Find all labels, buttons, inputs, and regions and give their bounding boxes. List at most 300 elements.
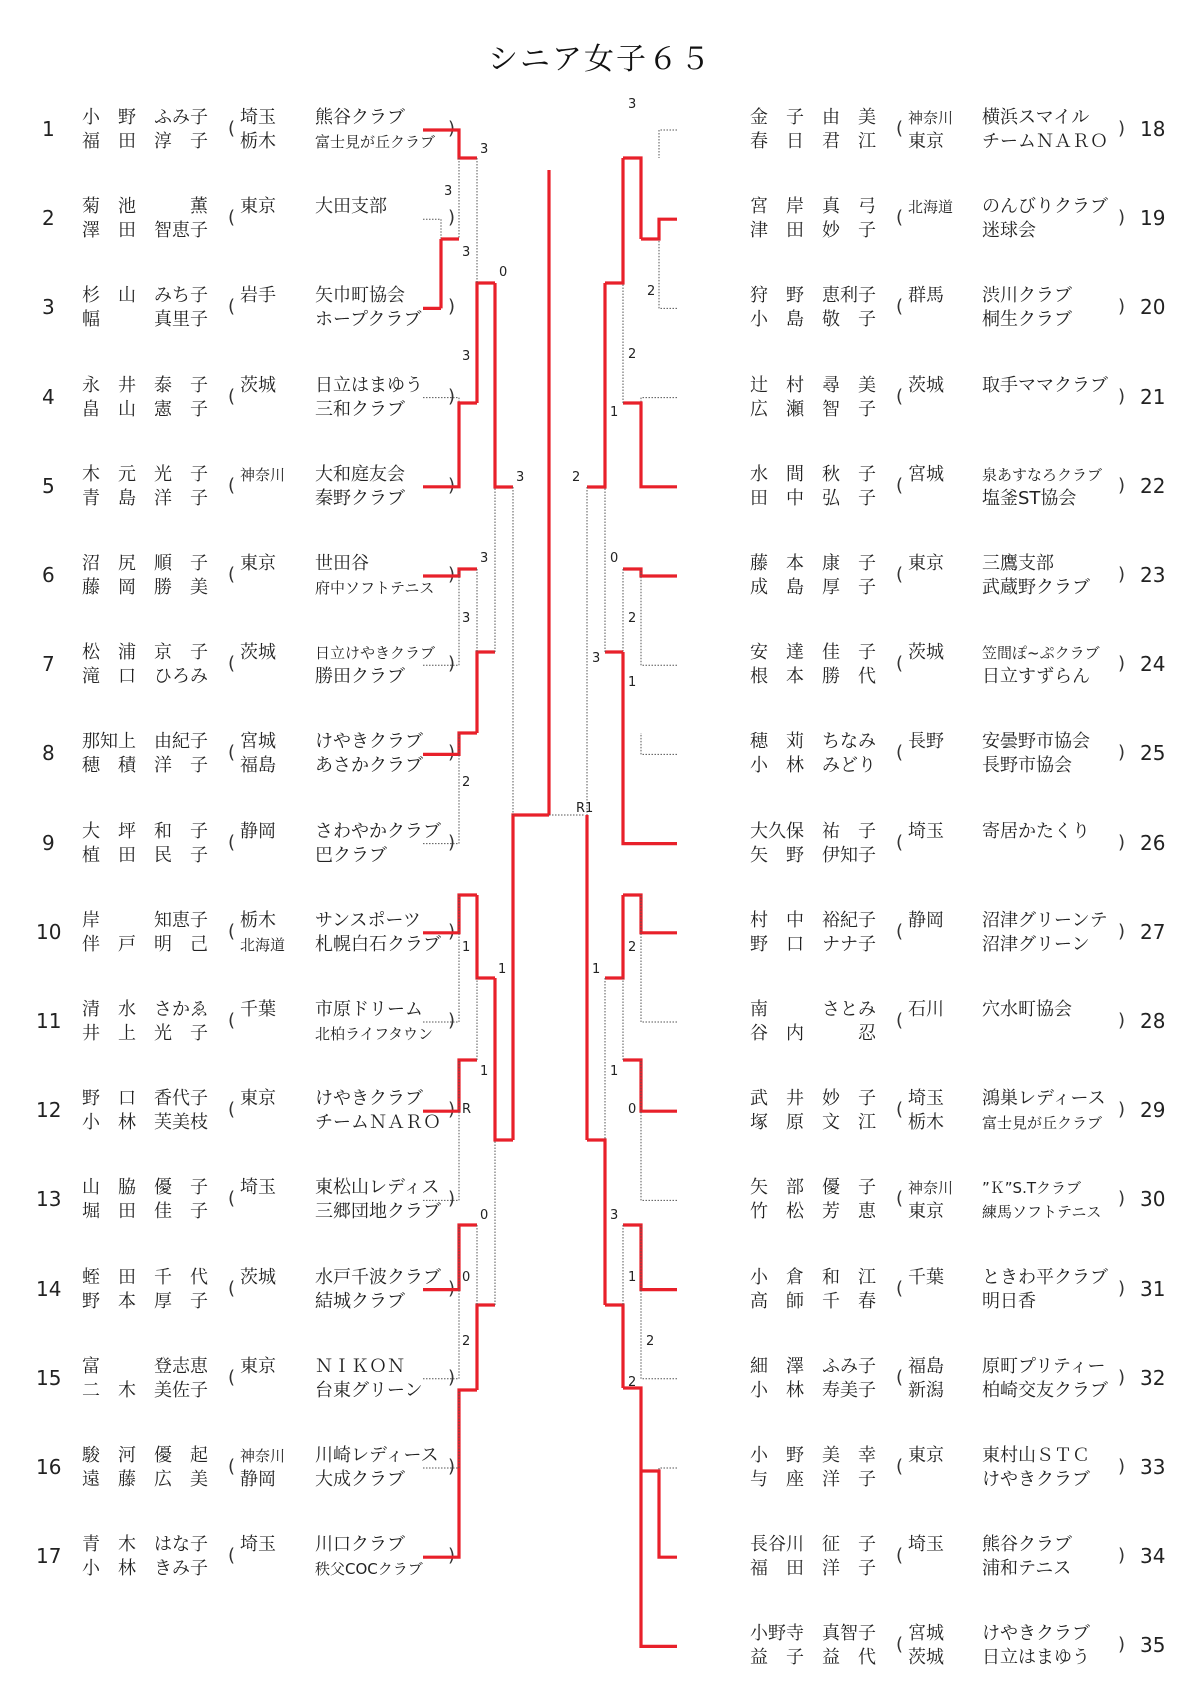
- player-name: 山 脇 優 子: [82, 1177, 208, 1199]
- close-paren: ): [448, 1010, 456, 1031]
- prefecture: 茨城: [908, 1647, 944, 1669]
- entry-number: 16: [36, 1455, 62, 1479]
- winner-path: [605, 895, 623, 978]
- player-name: 沼 尻 順 子: [82, 553, 208, 574]
- entry-number: 27: [1140, 919, 1166, 944]
- score-label: 3: [610, 1208, 619, 1223]
- prefecture: 東京: [908, 1201, 944, 1223]
- player-name: 矢 野 伊知子: [750, 844, 876, 866]
- club-name: 武蔵野クラブ: [982, 577, 1090, 598]
- close-paren: ): [1118, 1634, 1126, 1656]
- club-name: ときわ平クラブ: [982, 1266, 1108, 1288]
- winner-path: [477, 1305, 495, 1390]
- player-name: 小 林 きみ子: [82, 1558, 208, 1580]
- club-name: 寄居かたくり: [982, 820, 1090, 842]
- final-note: R1: [576, 801, 594, 816]
- entry-number: 11: [36, 1009, 62, 1033]
- club-name: 沼津グリーンテ: [982, 909, 1108, 931]
- prefecture: 北海道: [240, 935, 286, 954]
- score-label: 2: [628, 611, 637, 626]
- open-paren: (: [228, 1366, 236, 1388]
- close-paren: ): [1118, 1545, 1126, 1567]
- club-name: 明日香: [982, 1290, 1036, 1312]
- score-label: 2: [628, 940, 637, 955]
- club-name: 日立けやきクラブ: [315, 644, 436, 663]
- player-name: 青 木 はな子: [82, 1534, 208, 1556]
- prefecture: 茨城: [908, 642, 944, 664]
- open-paren: (: [896, 920, 904, 942]
- club-name: 水戸千波クラブ: [315, 1266, 441, 1288]
- open-paren: (: [228, 1545, 236, 1567]
- winner-path: [641, 1471, 677, 1557]
- club-name: 川口クラブ: [315, 1534, 405, 1556]
- open-paren: (: [896, 653, 904, 675]
- player-name: 安 達 佳 子: [750, 642, 876, 664]
- club-name: 巴クラブ: [315, 844, 387, 866]
- score-label: 1: [628, 675, 637, 690]
- winner-path: [587, 283, 605, 487]
- player-name: 蛭 田 千 代: [82, 1266, 208, 1288]
- open-paren: (: [896, 742, 904, 764]
- score-label: 2: [647, 284, 656, 299]
- club-name: 日立はまゆう: [315, 374, 423, 396]
- club-name: 矢巾町協会: [315, 285, 405, 307]
- player-name: 金 子 由 美: [750, 107, 876, 128]
- player-name: 武 井 妙 子: [750, 1088, 876, 1110]
- player-name: 福 田 洋 子: [750, 1558, 876, 1580]
- open-paren: (: [896, 1456, 904, 1477]
- club-name: サンスポーツ: [315, 909, 421, 931]
- winner-path: [423, 130, 477, 158]
- close-paren: ): [1118, 1456, 1126, 1477]
- score-label: 0: [628, 1102, 637, 1117]
- player-name: 富 登志恵: [82, 1355, 208, 1377]
- prefecture: 千葉: [240, 999, 276, 1020]
- player-name: 辻 村 尋 美: [750, 374, 876, 396]
- entry-number: 34: [1140, 1544, 1166, 1569]
- score-label: 1: [610, 1064, 619, 1079]
- score-label: 3: [628, 97, 637, 112]
- prefecture: 埼玉: [908, 820, 944, 842]
- player-name: 小 倉 和 江: [750, 1266, 876, 1288]
- prefecture: 静岡: [240, 820, 276, 842]
- club-name: ホープクラブ: [315, 309, 422, 331]
- open-paren: (: [896, 1634, 904, 1656]
- score-label: 1: [480, 1064, 489, 1079]
- score-label: 3: [444, 184, 453, 199]
- player-name: 谷 内 忍: [750, 1023, 876, 1044]
- open-paren: (: [896, 296, 904, 318]
- prefecture: 群馬: [908, 285, 944, 307]
- player-name: 狩 野 恵利子: [750, 285, 876, 307]
- entry-number: 4: [42, 384, 55, 409]
- entry-number: 1: [42, 117, 55, 141]
- open-paren: (: [896, 1099, 904, 1121]
- entry-number: 12: [36, 1098, 62, 1123]
- winner-path: [641, 219, 677, 239]
- prefecture: 埼玉: [240, 1177, 276, 1199]
- player-name: 津 田 妙 子: [750, 220, 876, 242]
- club-name: けやきクラブ: [982, 1469, 1090, 1490]
- close-paren: ): [1118, 1010, 1126, 1031]
- prefecture: 福島: [240, 755, 276, 777]
- close-paren: ): [1118, 1277, 1126, 1299]
- open-paren: (: [896, 1277, 904, 1299]
- winner-path: [423, 895, 477, 933]
- open-paren: (: [228, 1099, 236, 1121]
- close-paren: ): [1118, 207, 1126, 229]
- player-name: 大 坪 和 子: [82, 820, 208, 842]
- open-paren: (: [228, 742, 236, 764]
- close-paren: ): [1118, 831, 1126, 853]
- open-paren: (: [896, 831, 904, 853]
- open-paren: (: [228, 831, 236, 853]
- entry-number: 13: [36, 1187, 62, 1212]
- score-label: 1: [610, 405, 619, 420]
- prefecture: 福島: [908, 1355, 944, 1377]
- winner-path: [513, 815, 549, 1140]
- entry-number: 9: [42, 830, 55, 855]
- close-paren: ): [1118, 385, 1126, 407]
- entry-number: 7: [42, 652, 55, 677]
- open-paren: (: [896, 474, 904, 496]
- club-name: 富士見が丘クラブ: [315, 133, 436, 151]
- score-label: 0: [610, 551, 619, 566]
- score-label: 3: [592, 651, 601, 666]
- prefecture: 栃木: [908, 1112, 944, 1134]
- player-name: 水 間 秋 子: [750, 463, 876, 485]
- close-paren: ): [448, 742, 456, 764]
- prefecture: 東京: [240, 553, 276, 574]
- score-label: 2: [628, 1375, 637, 1390]
- player-name: 小野寺 真智子: [750, 1623, 876, 1645]
- score-label: 2: [646, 1334, 655, 1349]
- club-name: 鴻巣レディース: [982, 1088, 1106, 1110]
- close-paren: ): [448, 296, 456, 318]
- club-name: 泉あすなろクラブ: [982, 465, 1103, 484]
- entry-number: 17: [36, 1544, 62, 1569]
- open-paren: (: [228, 1010, 236, 1031]
- score-label: 0: [499, 265, 508, 280]
- prefecture: 茨城: [240, 642, 276, 664]
- prefecture: 静岡: [240, 1469, 276, 1490]
- player-name: 村 中 裕紀子: [750, 909, 876, 931]
- close-paren: ): [448, 1456, 456, 1477]
- close-paren: ): [448, 653, 456, 675]
- club-name: 原町プリティー: [982, 1355, 1106, 1377]
- entry-number: 25: [1140, 741, 1166, 766]
- score-label: 3: [462, 245, 471, 260]
- player-name: 春 日 君 江: [750, 131, 876, 152]
- close-paren: ): [448, 118, 456, 139]
- prefecture: 北海道: [908, 198, 954, 217]
- player-name: 植 田 民 子: [82, 844, 208, 866]
- score-label: 3: [516, 470, 525, 485]
- club-name: 東村山ＳＴＣ: [982, 1445, 1090, 1466]
- player-name: 大久保 祐 子: [750, 820, 876, 842]
- player-name: 滝 口 ひろみ: [82, 666, 208, 688]
- score-label: 2: [462, 775, 471, 790]
- score-label: 3: [462, 349, 471, 364]
- close-paren: ): [448, 1545, 456, 1567]
- player-name: 畠 山 憲 子: [82, 398, 208, 420]
- open-paren: (: [896, 1010, 904, 1031]
- close-paren: ): [1118, 653, 1126, 675]
- winner-path: [477, 283, 495, 403]
- player-name: 二 木 美佐子: [82, 1379, 208, 1401]
- close-paren: ): [1118, 1188, 1126, 1210]
- club-name: けやきクラブ: [315, 1088, 423, 1110]
- player-name: 穂 苅 ちなみ: [750, 731, 876, 753]
- player-name: 菊 池 薫: [82, 196, 208, 218]
- player-name: 根 本 勝 代: [750, 666, 876, 688]
- player-name: 藤 岡 勝 美: [82, 577, 208, 598]
- score-label: 2: [572, 470, 581, 485]
- score-label: 1: [628, 1270, 637, 1285]
- player-name: 清 水 さかゑ: [82, 999, 208, 1020]
- open-paren: (: [228, 385, 236, 407]
- close-paren: ): [448, 1277, 456, 1299]
- score-label: 1: [592, 962, 601, 977]
- player-name: 与 座 洋 子: [750, 1469, 876, 1490]
- entry-number: 20: [1140, 295, 1166, 320]
- close-paren: ): [448, 920, 456, 942]
- club-name: 沼津グリーン: [982, 933, 1090, 955]
- club-name: 熊谷クラブ: [982, 1534, 1072, 1556]
- club-name: 勝田クラブ: [315, 666, 405, 688]
- player-name: 南 さとみ: [750, 999, 876, 1020]
- prefecture: 岩手: [240, 285, 276, 307]
- club-name: 三郷団地クラブ: [315, 1201, 441, 1223]
- player-name: 木 元 光 子: [82, 463, 208, 485]
- player-name: 広 瀬 智 子: [750, 398, 876, 420]
- player-name: 穂 積 洋 子: [82, 755, 208, 777]
- club-name: 結城クラブ: [315, 1290, 405, 1312]
- entry-number: 30: [1140, 1187, 1166, 1212]
- prefecture: 千葉: [908, 1266, 944, 1288]
- winner-path: [477, 652, 495, 733]
- player-name: 小 野 美 幸: [750, 1445, 876, 1466]
- player-name: 那知上 由紀子: [82, 731, 208, 753]
- entry-number: 2: [42, 206, 55, 231]
- close-paren: ): [1118, 118, 1126, 139]
- close-paren: ): [1118, 1099, 1126, 1121]
- entry-number: 6: [42, 563, 55, 587]
- club-name: ＮＩＫＯＮ: [315, 1355, 405, 1377]
- club-name: 三鷹支部: [982, 553, 1054, 574]
- player-name: 細 澤 ふみ子: [750, 1355, 876, 1377]
- player-name: 高 師 千 春: [750, 1290, 876, 1312]
- close-paren: ): [448, 1366, 456, 1388]
- player-name: 田 中 弘 子: [750, 487, 876, 509]
- club-name: 塩釜ST協会: [982, 487, 1077, 509]
- page-title: シニア女子６５: [488, 42, 712, 77]
- club-name: 北柏ライフタウン: [315, 1025, 434, 1043]
- entry-number: 32: [1140, 1365, 1166, 1390]
- entry-number: 23: [1140, 563, 1166, 587]
- winner-path: [423, 1390, 477, 1557]
- open-paren: (: [228, 1277, 236, 1299]
- prefecture: 茨城: [240, 1266, 276, 1288]
- entry-number: 33: [1140, 1455, 1166, 1479]
- club-name: 桐生クラブ: [982, 309, 1072, 331]
- player-name: 宮 岸 真 弓: [750, 196, 876, 218]
- prefecture: 長野: [908, 731, 944, 753]
- club-name: あさかクラブ: [315, 755, 423, 777]
- score-label: 1: [462, 940, 471, 955]
- winner-path: [623, 158, 641, 239]
- open-paren: (: [228, 296, 236, 318]
- club-name: 秦野クラブ: [315, 487, 405, 509]
- prefecture: 東京: [908, 131, 944, 152]
- player-name: 福 田 淳 子: [82, 131, 208, 152]
- winner-path: [623, 895, 677, 933]
- player-name: 幅 真里子: [82, 309, 208, 331]
- player-name: 澤 田 智恵子: [82, 220, 208, 242]
- winner-path: [605, 1305, 623, 1388]
- player-name: 小 島 敬 子: [750, 309, 876, 331]
- score-label: 2: [628, 347, 637, 362]
- club-name: 日立はまゆう: [982, 1647, 1090, 1669]
- club-name: けやきクラブ: [982, 1623, 1090, 1645]
- player-name: 小 林 芙美枝: [82, 1112, 208, 1134]
- open-paren: (: [896, 564, 904, 585]
- club-name: 富士見が丘クラブ: [982, 1114, 1103, 1133]
- winner-path: [423, 733, 477, 754]
- club-name: 世田谷: [315, 553, 369, 574]
- club-name: 日立すずらん: [982, 666, 1091, 688]
- club-name: 大田支部: [315, 196, 387, 218]
- entry-number: 5: [42, 473, 55, 498]
- close-paren: ): [1118, 296, 1126, 318]
- open-paren: (: [228, 207, 236, 229]
- prefecture: 石川: [908, 999, 944, 1020]
- entry-number: 22: [1140, 473, 1166, 498]
- prefecture: 宮城: [908, 1623, 944, 1645]
- open-paren: (: [228, 118, 236, 139]
- close-paren: ): [448, 474, 456, 496]
- entry-number: 3: [42, 295, 55, 320]
- player-name: 野 口 ナナ子: [750, 933, 876, 955]
- player-name: 矢 部 優 子: [750, 1177, 876, 1199]
- club-name: 迷球会: [982, 220, 1036, 242]
- entry-number: 31: [1140, 1276, 1166, 1301]
- entry-number: 14: [36, 1276, 62, 1301]
- open-paren: (: [228, 653, 236, 675]
- close-paren: ): [448, 385, 456, 407]
- winner-path: [623, 403, 677, 487]
- score-label: 0: [480, 1208, 489, 1223]
- club-name: 台東グリーン: [315, 1379, 423, 1401]
- prefecture: 神奈川: [240, 465, 286, 484]
- prefecture: 宮城: [908, 463, 944, 485]
- close-paren: ): [448, 831, 456, 853]
- club-name: 穴水町協会: [982, 999, 1072, 1020]
- prefecture: 東京: [240, 1088, 276, 1110]
- player-name: 井 上 光 子: [82, 1023, 208, 1044]
- open-paren: (: [896, 385, 904, 407]
- prefecture: 静岡: [908, 909, 944, 931]
- club-name: 秩父COCクラブ: [315, 1560, 423, 1579]
- player-name: 伴 戸 明 己: [82, 933, 208, 955]
- prefecture: 新潟: [908, 1379, 944, 1401]
- prefecture: 茨城: [908, 374, 944, 396]
- score-label: R: [462, 1102, 472, 1117]
- winner-path: [495, 283, 513, 487]
- player-name: 堀 田 佳 子: [82, 1201, 208, 1223]
- club-name: 長野市協会: [982, 755, 1072, 777]
- prefecture: 東京: [908, 1445, 944, 1466]
- entry-number: 24: [1140, 652, 1166, 677]
- score-label: 3: [480, 142, 489, 157]
- club-name: 横浜スマイル: [982, 107, 1090, 128]
- club-name: 柏崎交友クラブ: [982, 1379, 1108, 1401]
- entry-number: 29: [1140, 1098, 1166, 1123]
- player-name: 竹 松 芳 恵: [750, 1201, 876, 1223]
- open-paren: (: [228, 920, 236, 942]
- prefecture: 東京: [240, 196, 276, 218]
- player-name: 遠 藤 広 美: [82, 1469, 208, 1490]
- prefecture: 埼玉: [240, 1534, 276, 1556]
- prefecture: 茨城: [240, 374, 276, 396]
- prefecture: 東京: [240, 1355, 276, 1377]
- open-paren: (: [896, 1366, 904, 1388]
- club-name: のんびりクラブ: [982, 196, 1108, 218]
- prefecture: 神奈川: [908, 109, 954, 127]
- prefecture: 東京: [908, 553, 944, 574]
- prefecture: 神奈川: [908, 1179, 954, 1198]
- winner-path: [423, 403, 477, 487]
- close-paren: ): [448, 207, 456, 229]
- player-name: 永 井 泰 子: [82, 374, 208, 396]
- winner-path: [623, 569, 677, 576]
- entry-number: 28: [1140, 1009, 1166, 1033]
- club-name: 大成クラブ: [315, 1469, 405, 1490]
- entry-number: 35: [1140, 1633, 1166, 1658]
- player-name: 野 本 厚 子: [82, 1290, 208, 1312]
- club-name: 熊谷クラブ: [315, 107, 405, 128]
- club-name: 市原ドリーム: [315, 999, 423, 1020]
- winner-path: [605, 158, 623, 283]
- close-paren: ): [448, 1099, 456, 1121]
- entry-number: 18: [1140, 117, 1166, 141]
- entry-number: 19: [1140, 206, 1166, 231]
- prefecture: 埼玉: [240, 107, 276, 128]
- club-name: ”Ｋ”S.Tクラブ: [982, 1179, 1081, 1198]
- player-name: 小 林 みどり: [750, 755, 876, 777]
- club-name: 札幌白石クラブ: [315, 933, 441, 955]
- player-name: 藤 本 康 子: [750, 553, 876, 574]
- club-name: 練馬ソフトテニス: [982, 1203, 1102, 1222]
- prefecture: 埼玉: [908, 1088, 944, 1110]
- club-name: 三和クラブ: [315, 398, 405, 420]
- close-paren: ): [448, 564, 456, 585]
- club-name: さわやかクラブ: [315, 820, 441, 842]
- club-name: 浦和テニス: [982, 1558, 1072, 1580]
- club-name: 渋川クラブ: [982, 285, 1072, 307]
- winner-path: [477, 895, 495, 978]
- open-paren: (: [896, 1545, 904, 1567]
- prefecture: 栃木: [240, 131, 276, 152]
- entry-number: 10: [36, 919, 62, 944]
- player-name: 野 口 香代子: [82, 1088, 208, 1110]
- club-name: チームＮＡＲＯ: [315, 1112, 441, 1134]
- entry-number: 8: [42, 741, 55, 766]
- open-paren: (: [896, 118, 904, 139]
- player-name: 松 浦 京 子: [82, 642, 208, 664]
- club-name: 川崎レディース: [315, 1445, 439, 1466]
- player-name: 駿 河 優 起: [82, 1445, 208, 1466]
